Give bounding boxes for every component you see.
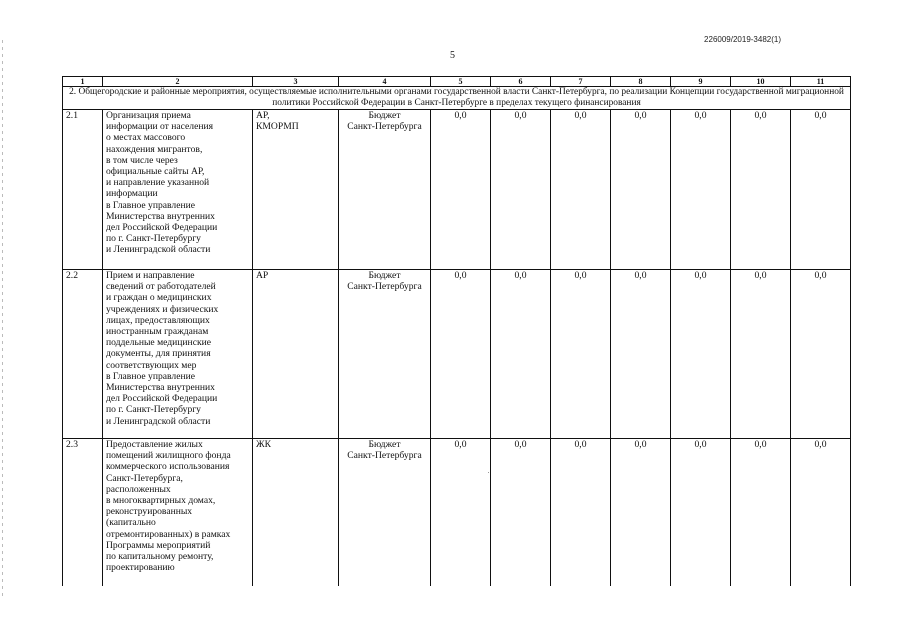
row-value: 0,0 bbox=[551, 270, 611, 439]
table-row bbox=[63, 270, 851, 439]
column-number: 7 bbox=[551, 77, 611, 87]
column-number-row bbox=[63, 77, 851, 87]
row-value: 0,0 bbox=[491, 439, 551, 587]
scan-edge-mark bbox=[2, 40, 3, 600]
plan-table bbox=[62, 76, 851, 586]
row-value: 0,0 bbox=[431, 270, 491, 439]
column-number: 4 bbox=[339, 77, 431, 87]
row-number: 2.1 bbox=[63, 110, 103, 270]
row-value: 0,0 bbox=[431, 439, 491, 587]
row-value: 0,0 bbox=[551, 439, 611, 587]
row-value: 0,0 bbox=[611, 439, 671, 587]
row-description: Прием и направление сведений от работодателей и граждан о медицинских учреждениях и физических лицах, предоставляющих иностранным гражданам поддельные медицинские документы, для принятия соответствующих мер в Главное управление Министерства внутренних дел Российской Федерации по г. Санкт-Петербургу и Ленинградской области bbox=[103, 270, 253, 439]
table-row bbox=[63, 110, 851, 270]
row-value: 0,0 bbox=[491, 110, 551, 270]
row-value: 0,0 bbox=[491, 270, 551, 439]
document-id: 226009/2019-3482(1) bbox=[704, 35, 781, 44]
table-row bbox=[63, 439, 851, 587]
row-value: 0,0 bbox=[791, 110, 851, 270]
column-number: 6 bbox=[491, 77, 551, 87]
row-funding-source: Бюджет Санкт-Петербурга bbox=[339, 439, 431, 587]
row-funding-source: Бюджет Санкт-Петербурга bbox=[339, 110, 431, 270]
column-number: 8 bbox=[611, 77, 671, 87]
row-value: 0,0 bbox=[791, 439, 851, 587]
row-value: 0,0 bbox=[611, 110, 671, 270]
column-number: 11 bbox=[791, 77, 851, 87]
column-number: 3 bbox=[253, 77, 339, 87]
row-value: 0,0 bbox=[551, 110, 611, 270]
row-funding-source: Бюджет Санкт-Петербурга bbox=[339, 270, 431, 439]
row-description: Предоставление жилых помещений жилищного фонда коммерческого использования Санкт-Петербурга, расположенных в многоквартирных домах, реконструированных (капитально отремонтированных) в рамках Программы мероприятий по капитальному ремонту, проектированию bbox=[103, 439, 253, 587]
row-number: 2.2 bbox=[63, 270, 103, 439]
row-number: 2.3 bbox=[63, 439, 103, 587]
column-number: 5 bbox=[431, 77, 491, 87]
row-value: 0,0 bbox=[431, 110, 491, 270]
row-value: 0,0 bbox=[731, 270, 791, 439]
row-value: 0,0 bbox=[671, 270, 731, 439]
row-value: 0,0 bbox=[671, 110, 731, 270]
column-number: 2 bbox=[103, 77, 253, 87]
row-value: 0,0 bbox=[671, 439, 731, 587]
section-title: 2. Общегородские и районные мероприятия, осуществляемые исполнительными органами государственной власти Санкт-Петербурга, по реализации Концепции государственной миграционной политики Российской Федерации в Санкт-Петербурге в пределах текущего финансирования bbox=[63, 87, 851, 110]
row-description: Организация приема информации от населения о местах массового нахождения мигрантов, в том числе через официальные сайты АР, и направление указанной информации в Главное управление Министерства внутренних дел Российской Федерации по г. Санкт-Петербургу и Ленинградской области bbox=[103, 110, 253, 270]
row-value: 0,0 bbox=[791, 270, 851, 439]
row-executor: АР, КМОРМП bbox=[253, 110, 339, 270]
row-executor: ЖК bbox=[253, 439, 339, 587]
row-value: 0,0 bbox=[731, 110, 791, 270]
page-number: 5 bbox=[450, 50, 455, 61]
column-number: 1 bbox=[63, 77, 103, 87]
section-row bbox=[63, 87, 851, 110]
row-executor: АР bbox=[253, 270, 339, 439]
column-number: 10 bbox=[731, 77, 791, 87]
column-number: 9 bbox=[671, 77, 731, 87]
row-value: 0,0 bbox=[731, 439, 791, 587]
row-value: 0,0 bbox=[611, 270, 671, 439]
